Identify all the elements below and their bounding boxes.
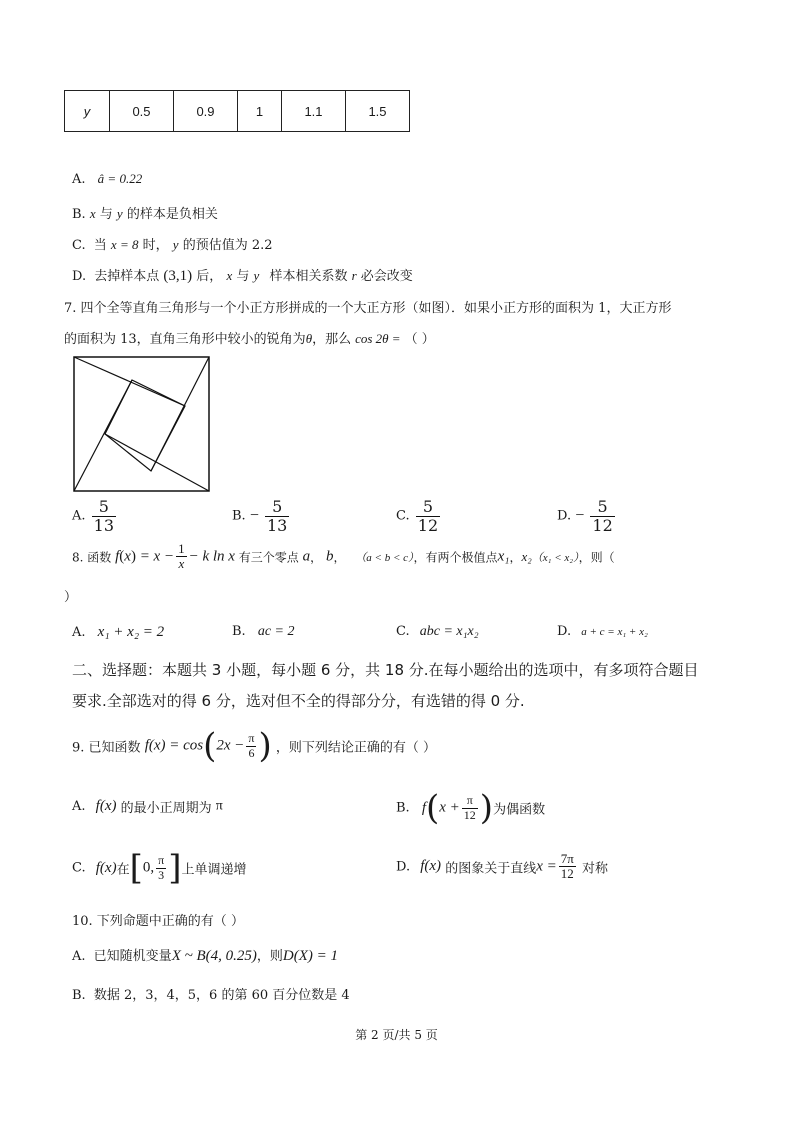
option-label: D. [557,624,572,639]
text: ，则 [256,949,283,964]
small-square [105,380,185,471]
option-label: D. [557,508,572,524]
option-label: B. [232,508,246,524]
text: 与 [236,269,250,284]
expr: − k ln x [188,548,235,565]
option-label: A. [72,625,86,640]
option-math: D(X) = 1 [282,948,338,964]
section2-heading-line1: 二、选择题：本题共 3 小题，每小题 6 分，共 18 分.在每小题给出的选项中，有多项符合题目 [72,661,699,679]
var-y: y [116,206,123,221]
pinwheel-square-figure [73,356,211,493]
q9-stem: 9. 已知函数 f(x) = cos(2x − $\frac{\pi}{6}$ ) ，则下列结论正确的有（ ） [72,726,437,766]
paren: ) [130,548,136,565]
option-label: C. [72,860,86,876]
numerator: 5 [590,498,614,517]
text: 对称 [581,861,608,877]
text: ， [509,550,522,565]
option-math: â = 0.22 [97,171,143,186]
expr: 2x − [216,737,245,754]
q8-stem-line2: ） [64,590,78,605]
triangle-edge [74,357,185,406]
fraction [176,542,187,572]
option-math: X ~ B(4, 0.25) [171,948,257,964]
condition: （a < b < c） [355,551,414,564]
denominator: 13 [93,515,115,535]
option-label: C. [396,508,410,524]
text: 去掉样本点 [94,269,160,284]
option-label: B. [396,800,410,816]
text: 的面积为 13，直角三角形中较小的锐角为 [64,332,306,347]
q7-option-d [557,498,617,534]
q8-stem [72,542,615,572]
var-a: a [302,548,311,565]
text: 数据 2，3，4，5，6 的第 60 百分位数是 4 [93,988,350,1003]
fx: f(x) [420,858,442,875]
text: ， [310,550,323,565]
option-math: x₁ + x₂ = 2 [97,624,165,640]
pi: π [215,798,223,814]
q9-option-c: C. f(x)在[0, $\frac{\pi}{3}$ ]上单调递增 [72,848,247,888]
section2-heading-line2: 要求.全部选对的得 6 分，选对但不全的得部分分，有选错的得 0 分. [72,692,525,710]
numerator: π [158,853,165,868]
denominator: 12 [417,515,439,535]
numerator: 5 [92,498,116,517]
q9-option-d [396,852,608,882]
text: ，则下列结论正确的有（ ） [275,740,437,756]
option-label: A. [72,799,86,814]
expr: x + [439,799,460,816]
q9-option-a [72,797,223,816]
expr: = x − [139,548,175,565]
option-label: D. [72,269,87,284]
lower-bound: 0, [142,859,155,876]
sign: − [249,507,259,525]
text: 有三个零点 [238,550,299,565]
q9-option-b: B. f(x + $\frac{\pi}{12}$ )为偶函数 [396,788,546,828]
q8-option-d [557,624,648,639]
var-theta: θ [305,331,313,346]
fraction [265,498,289,534]
option-label: B. [72,207,86,222]
numerator: 5 [416,498,440,517]
fraction [416,498,440,534]
q10-stem: 10. 下列命题中正确的有（ ） [72,914,244,929]
fx: f(x) [95,859,117,876]
denominator: 12 [560,866,574,882]
cos-expr: cos 2θ = [355,331,401,346]
text: 必会改变 [360,269,413,284]
var-x: x [124,548,131,565]
var-b: b [325,548,334,565]
triangle-edge [105,434,209,491]
text: ，则（ [578,550,615,565]
condition: （x₁ < x₂） [531,551,579,564]
option-math: ac = 2 [257,624,295,639]
fraction [246,732,256,759]
sign: − [575,507,585,525]
f: f [421,799,426,816]
text: 的图象关于直线 [445,861,537,877]
q10-option-b [72,984,350,1003]
option-math: abc = x₁x₂ [419,624,479,639]
option-label: C. [396,624,410,639]
text: 在 [116,862,130,878]
table-cell: 0.9 [174,91,238,132]
text: ， [333,550,346,565]
numerator: π [248,731,255,746]
table-header-cell: y [65,91,110,132]
var-x1: x₁ [497,548,510,565]
page-footer: 第 2 页/共 5 页 [355,1028,438,1042]
option-label: C. [72,238,86,253]
text: 9. 已知函数 [72,740,141,756]
function-def [115,548,174,564]
var-x2: x₂ [521,548,532,564]
text: 后， [196,269,223,284]
var-r: r [351,268,357,283]
q10-option-a [72,945,338,965]
data-table [64,90,410,132]
text: 的最小正周期为 [120,801,212,816]
text: 的预估值为 2.2 [182,238,273,253]
var-x: x [89,206,96,221]
expr: x = [536,858,557,875]
option-label: B. [72,988,86,1003]
q6-option-d [72,265,413,285]
denominator: 12 [463,807,476,822]
q7-option-a [72,498,118,534]
text: ，那么 [312,332,352,347]
text: 已知随机变量 [93,949,172,964]
q7-option-c [396,498,442,534]
text: 当 [93,238,107,253]
fx: f(x) [95,798,117,814]
answer-paren: （ ） [404,332,435,347]
denominator: 3 [158,867,165,882]
denominator: x [178,556,185,572]
option-label: A. [72,508,86,524]
text: 与 [99,207,113,222]
q6-option-b [72,203,218,222]
fraction [92,498,116,534]
table-cell: 1.1 [282,91,346,132]
text: 为偶函数 [493,802,546,818]
q8-option-a [72,624,164,641]
function-def: f(x) = cos [144,737,204,754]
denominator: 12 [592,515,613,535]
fraction [462,794,478,821]
fraction [590,498,614,534]
option-math: a + c = x₁ + x₂ [581,626,648,638]
numerator: 1 [178,541,185,556]
q7-stem-line1: 7. 四个全等直角三角形与一个小正方形拼成的一个大正方形（如图）．如果小正方形的面积为 1，大正方形 [64,301,672,316]
text: 8. 函数 [72,550,112,565]
big-square [74,357,209,491]
table-cell: 1.5 [346,91,410,132]
option-label: A. [72,172,86,187]
var-y: y [172,237,179,252]
fraction [559,852,576,882]
option-math: x = 8 [110,237,139,252]
denominator: 6 [248,745,255,760]
q7-option-b [232,498,291,534]
var-y: y [253,268,260,283]
text: ，有两个极值点 [413,550,498,565]
numerator: 7π [560,851,574,866]
table-cell: 1 [238,91,282,132]
paren: ( [119,548,125,565]
denominator: 13 [267,515,288,535]
numerator: π [462,794,478,808]
table-cell: 0.5 [110,91,174,132]
var-x: x [226,268,233,283]
q6-option-a [72,171,142,187]
numerator: 5 [265,498,289,517]
q6-option-c [72,234,273,253]
text: 样本相关系数 [269,269,348,284]
f: f [115,548,120,565]
text: 时， [142,238,169,253]
option-label: B. [232,624,246,639]
text: 的样本是负相关 [126,207,218,222]
text: 上单调递增 [181,862,247,878]
fraction [156,854,166,881]
q8-option-c [396,624,479,640]
option-label: D. [396,859,411,875]
q8-option-b [232,624,295,640]
option-label: A. [72,949,86,964]
table-row [65,91,410,132]
point: (3,1) [163,268,193,284]
q7-stem-line2 [64,328,435,347]
